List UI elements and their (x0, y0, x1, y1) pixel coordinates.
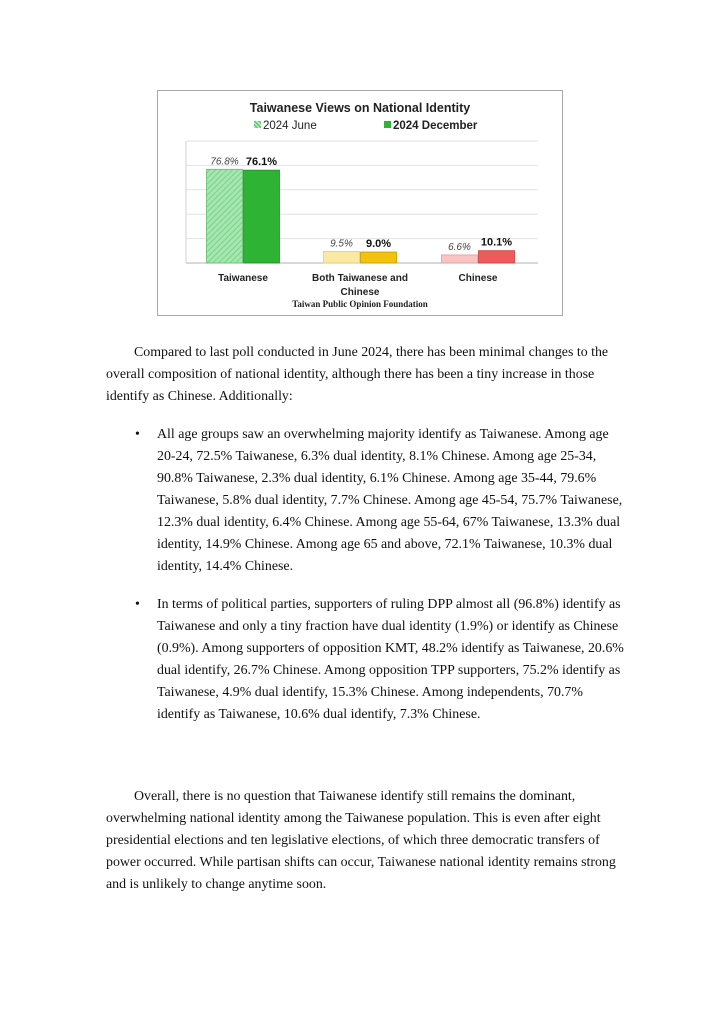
chart-plot (158, 91, 564, 317)
data-label-june-2: 6.6% (448, 241, 471, 253)
chart-title: Taiwanese Views on National Identity (249, 101, 471, 115)
data-label-june-1: 9.5% (330, 238, 353, 250)
intro-paragraph: Compared to last poll conducted in June 2024, there has been minimal changes to the overall composition of national identity, although there has been a tiny increase in those identify as Chinese. Additionally: (106, 345, 609, 404)
data-label-june-0: 76.8% (210, 156, 239, 168)
bullet-text-parties: In terms of political parties, supporters of ruling DPP almost all (96.8%) identify as Taiwanese and only a tiny fraction have dual identity (1.9%) or identify as Chinese (0.9%). Among supporters of opposition KMT, 48.2% identify as Taiwanese, 20.6% dual identify, 26.7% Chinese. Among opposition TPP supporters, 75.2% identify as Taiwanese, 4.9% dual identify, 15.3% Chinese. Among independents, 70.7% identify as Taiwanese, 10.6% dual identify, 7.3% Chinese. (157, 597, 624, 722)
data-label-december-1: 9.0% (365, 238, 392, 251)
data-label-december-0: 76.1% (245, 156, 278, 169)
bar-june-0 (207, 169, 243, 263)
data-label-december-2: 10.1% (480, 236, 513, 249)
bar-june-2 (442, 255, 478, 263)
bullet-item-parties (106, 594, 626, 726)
bullet-marker: • (135, 597, 140, 612)
legend-label-december: 2024 December (393, 120, 478, 132)
category-label-1: Chinese (340, 287, 380, 298)
bullet-item-age (106, 424, 626, 578)
bar-december-0 (244, 170, 280, 263)
category-label-2: Chinese (458, 273, 498, 284)
category-label-0: Taiwanese (218, 273, 268, 284)
bullet-text-age: All age groups saw an overwhelming majority identify as Taiwanese. Among age 20-24, 72.5% Taiwanese, 6.3% dual identity, 8.1% Chinese. Among age 25-34, 90.8% Taiwanese, 2.3% dual identity, 6.1% Chinese. Among age 35-44, 79.6% Taiwanese, 5.8% dual identity, 7.7% Chinese. Among age 45-54, 75.7% Taiwanese, 12.3% dual identity, 6.4% Chinese. Among age 55-64, 67% Taiwanese, 13.3% dual identity, 14.9% Chinese. Among age 65 and above, 72.1% Taiwanese, 10.3% dual identity, 14.4% Chinese. (157, 427, 623, 574)
bar-december-2 (479, 251, 515, 263)
chart-source: Taiwan Public Opinion Foundation (292, 299, 428, 309)
bar-june-1 (324, 251, 360, 263)
conclusion-paragraph: Overall, there is no question that Taiwanese identify still remains the dominant, overwhelming national identity among the Taiwanese population. This is even after eight presidential elections and ten legislative elections, of which three democratic transfers of power occurred. While partisan shifts can occur, Taiwanese national identity remains strong and is unlikely to change anytime soon. (106, 789, 616, 892)
bullet-marker: • (135, 427, 140, 442)
category-label-1: Both Taiwanese and (312, 273, 408, 284)
identity-chart (157, 90, 563, 316)
legend-label-june: 2024 June (263, 120, 317, 132)
bar-december-1 (361, 252, 397, 263)
